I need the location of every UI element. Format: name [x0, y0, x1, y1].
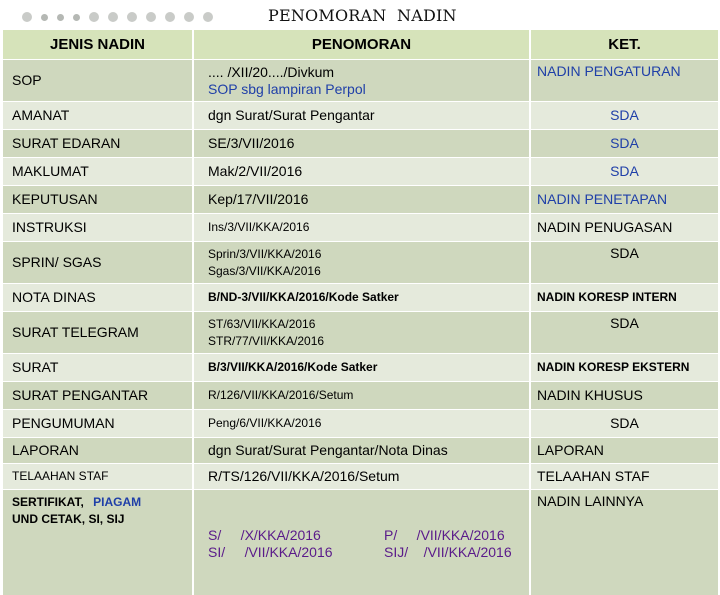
jenis-cell: AMANAT — [3, 102, 193, 130]
penomoran-cell — [193, 242, 530, 284]
table-row — [3, 102, 719, 130]
header-jenis-nadin: JENIS NADIN — [3, 30, 193, 60]
jenis-sertifikat: SERTIFIKAT, — [12, 495, 84, 509]
jenis-cell: SOP — [3, 60, 193, 102]
jenis-cell: LAPORAN — [3, 438, 193, 464]
penomoran-p: P/ /VII/KKA/2016 — [384, 527, 534, 544]
ket-cell: SDA — [530, 312, 719, 354]
penomoran-cell: Mak/2/VII/2016 — [193, 158, 530, 186]
ket-cell: LAPORAN — [530, 438, 719, 464]
ket-cell: NADIN KORESP INTERN — [530, 284, 719, 312]
penomoran-table — [3, 30, 720, 595]
table-header-row — [3, 30, 719, 60]
penomoran-note: SOP sbg lampiran Perpol — [208, 81, 523, 98]
ket-cell: NADIN PENGATURAN — [530, 60, 719, 102]
table-row — [3, 284, 719, 312]
table-row — [3, 312, 719, 354]
penomoran-line: STR/77/VII/KKA/2016 — [208, 333, 523, 350]
ket-cell: TELAAHAN STAF — [530, 464, 719, 490]
ket-cell: SDA — [530, 410, 719, 438]
penomoran-cell: Ins/3/VII/KKA/2016 — [193, 214, 530, 242]
table-row — [3, 354, 719, 382]
table-row — [3, 214, 719, 242]
table-row — [3, 438, 719, 464]
jenis-cell: KEPUTUSAN — [3, 186, 193, 214]
jenis-cell: PENGUMUMAN — [3, 410, 193, 438]
ket-cell: NADIN KORESP EKSTERN — [530, 354, 719, 382]
table-row — [3, 410, 719, 438]
penomoran-cell: dgn Surat/Surat Pengantar — [193, 102, 530, 130]
dot-icon — [108, 12, 118, 22]
ket-cell: NADIN LAINNYA — [530, 490, 719, 595]
table-row — [3, 464, 719, 490]
header-penomoran: PENOMORAN — [193, 30, 530, 60]
jenis-cell — [3, 490, 193, 595]
jenis-line — [12, 494, 186, 511]
jenis-cell: TELAAHAN STAF — [3, 464, 193, 490]
penomoran-line: Sprin/3/VII/KKA/2016 — [208, 246, 523, 263]
jenis-cell: SURAT — [3, 354, 193, 382]
penomoran-cell: R/TS/126/VII/KKA/2016/Setum — [193, 464, 530, 490]
penomoran-line: Sgas/3/VII/KKA/2016 — [208, 263, 523, 280]
penomoran-sij: SIJ/ /VII/KKA/2016 — [384, 544, 534, 561]
jenis-line: UND CETAK, SI, SIJ — [12, 511, 186, 528]
dot-icon — [184, 12, 194, 22]
dot-icon — [41, 14, 48, 21]
table-row — [3, 158, 719, 186]
header-ket: KET. — [530, 30, 719, 60]
jenis-piagam: PIAGAM — [93, 495, 141, 509]
penomoran-cell: R/126/VII/KKA/2016/Setum — [193, 382, 530, 410]
table-row — [3, 242, 719, 284]
penomoran-cell — [193, 312, 530, 354]
table-row — [3, 60, 719, 102]
ket-cell: SDA — [530, 102, 719, 130]
jenis-cell: NOTA DINAS — [3, 284, 193, 312]
penomoran-cell: B/3/VII/KKA/2016/Kode Satker — [193, 354, 530, 382]
penomoran-cell: B/ND-3/VII/KKA/2016/Kode Satker — [193, 284, 530, 312]
jenis-cell: MAKLUMAT — [3, 158, 193, 186]
dot-icon — [89, 12, 99, 22]
ket-cell: NADIN PENETAPAN — [530, 186, 719, 214]
penomoran-cell: Peng/6/VII/KKA/2016 — [193, 410, 530, 438]
dot-icon — [57, 14, 64, 21]
penomoran-s: S/ /X/KKA/2016 — [208, 527, 384, 544]
ket-cell: SDA — [530, 130, 719, 158]
table-row — [3, 130, 719, 158]
jenis-cell: SPRIN/ SGAS — [3, 242, 193, 284]
ket-cell: SDA — [530, 242, 719, 284]
dot-icon — [127, 12, 137, 22]
dot-icon — [22, 12, 32, 22]
dot-icon — [73, 14, 80, 21]
ket-cell: NADIN PENUGASAN — [530, 214, 719, 242]
jenis-cell: SURAT PENGANTAR — [3, 382, 193, 410]
penomoran-cell: Kep/17/VII/2016 — [193, 186, 530, 214]
penomoran-si: SI/ /VII/KKA/2016 — [208, 544, 384, 561]
jenis-cell: SURAT TELEGRAM — [3, 312, 193, 354]
table-row — [3, 186, 719, 214]
penomoran-cell — [193, 60, 530, 102]
table-row — [3, 490, 719, 595]
jenis-cell: INSTRUKSI — [3, 214, 193, 242]
penomoran-line: .... /XII/20..../Divkum — [208, 64, 523, 81]
penomoran-cell — [193, 490, 530, 595]
ket-cell: SDA — [530, 158, 719, 186]
penomoran-line: ST/63/VII/KKA/2016 — [208, 316, 523, 333]
penomoran-cell: SE/3/VII/2016 — [193, 130, 530, 158]
decorative-dots — [22, 10, 213, 24]
penomoran-cell: dgn Surat/Surat Pengantar/Nota Dinas — [193, 438, 530, 464]
jenis-cell: SURAT EDARAN — [3, 130, 193, 158]
page-title: PENOMORAN NADIN — [268, 6, 457, 25]
penomoran-grid — [208, 527, 523, 561]
ket-cell: NADIN KHUSUS — [530, 382, 719, 410]
table-row — [3, 382, 719, 410]
dot-icon — [203, 12, 213, 22]
dot-icon — [146, 12, 156, 22]
dot-icon — [165, 12, 175, 22]
